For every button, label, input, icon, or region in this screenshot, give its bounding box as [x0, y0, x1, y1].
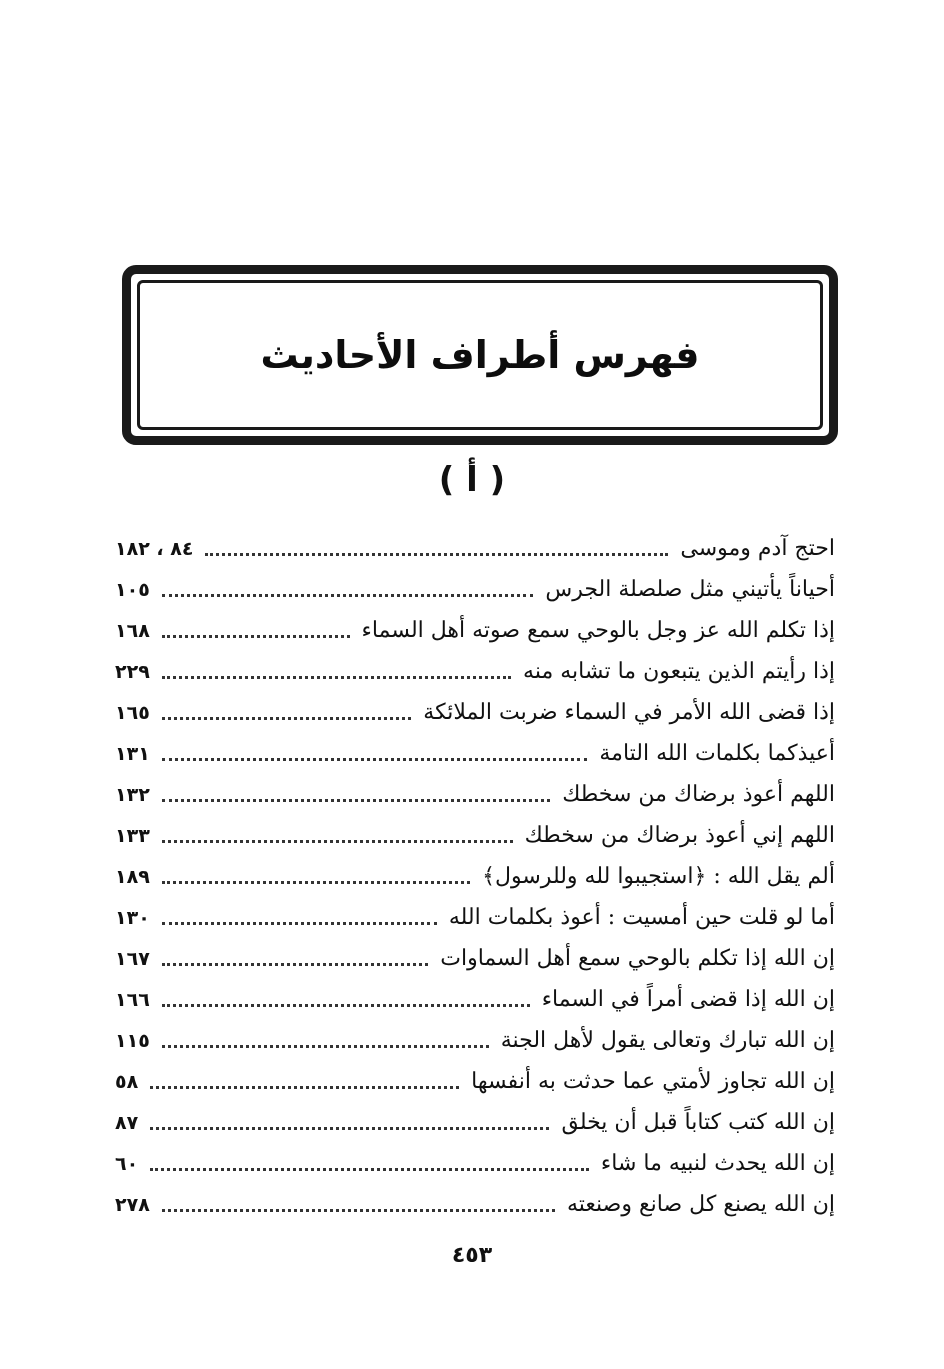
- entry-page-ref: ١٦٧: [115, 948, 150, 970]
- entry-page-ref: ١٦٨: [115, 620, 150, 642]
- entry-text: اللهم إني أعوذ برضاك من سخطك: [524, 823, 835, 848]
- leader-dots: [205, 553, 668, 556]
- entry-page-ref: ١٣٠: [115, 907, 150, 929]
- entry-page-ref: ٢٧٨: [115, 1194, 150, 1216]
- index-entry: [115, 933, 835, 974]
- index-entry: [115, 810, 835, 851]
- entry-text: أحياناً يأتيني مثل صلصلة الجرس: [545, 577, 835, 602]
- leader-dots: [162, 635, 350, 638]
- entry-page-ref: ٨٧: [115, 1112, 139, 1134]
- entry-page-ref: ١٣١: [115, 743, 150, 765]
- leader-dots: [162, 676, 511, 679]
- index-entry: [115, 1179, 835, 1220]
- leader-dots: [162, 594, 534, 597]
- section-heading-alif: ( أ ): [438, 460, 506, 500]
- entry-text: إذا رأيتم الذين يتبعون ما تشابه منه: [523, 659, 835, 684]
- entry-page-ref: ١١٥: [115, 1030, 150, 1052]
- entry-text: اللهم أعوذ برضاك من سخطك: [562, 782, 835, 807]
- entry-text: أعيذكما بكلمات الله التامة: [599, 741, 835, 766]
- entry-text: إن الله يصنع كل صانع وصنعته: [566, 1192, 835, 1217]
- leader-dots: [162, 758, 588, 761]
- entry-text: إن الله تجاوز لأمتي عما حدثت به أنفسها: [471, 1069, 835, 1094]
- entry-page-ref: ١٣٣: [115, 825, 150, 847]
- hadith-index-list: [115, 523, 835, 1220]
- entry-page-ref: ١٦٦: [115, 989, 150, 1011]
- page-title: فهرس أطراف الأحاديث: [260, 333, 700, 377]
- leader-dots: [162, 1004, 530, 1007]
- leader-dots: [162, 799, 550, 802]
- index-entry: [115, 1056, 835, 1097]
- entry-page-ref: ١٨٩: [115, 866, 150, 888]
- leader-dots: [162, 881, 470, 884]
- entry-text: أما لو قلت حين أمسيت : أعوذ بكلمات الله: [448, 905, 835, 930]
- entry-text: إن الله كتب كتاباً قبل أن يخلق: [561, 1110, 835, 1135]
- leader-dots: [162, 1045, 489, 1048]
- entry-page-ref: ٨٤ ، ١٨٢: [115, 538, 194, 560]
- entry-page-ref: ١٣٢: [115, 784, 150, 806]
- index-entry: [115, 523, 835, 564]
- entry-page-ref: ١٠٥: [115, 579, 150, 601]
- leader-dots: [150, 1127, 549, 1130]
- leader-dots: [162, 840, 513, 843]
- index-entry: [115, 728, 835, 769]
- title-frame-inner: [137, 280, 823, 430]
- leader-dots: [162, 1209, 555, 1212]
- index-entry: [115, 564, 835, 605]
- entry-page-ref: ١٦٥: [115, 702, 150, 724]
- entry-text: إن الله تبارك وتعالى يقول لأهل الجنة: [500, 1028, 835, 1053]
- index-entry: [115, 851, 835, 892]
- leader-dots: [162, 963, 428, 966]
- entry-page-ref: ٢٢٩: [115, 661, 150, 683]
- index-entry: [115, 646, 835, 687]
- index-entry: [115, 1097, 835, 1138]
- entry-text: احتج آدم وموسى: [680, 536, 835, 561]
- index-entry: [115, 769, 835, 810]
- leader-dots: [162, 717, 411, 720]
- entry-page-ref: ٦٠: [115, 1153, 139, 1175]
- entry-text: إذا قضى الله الأمر في السماء ضربت الملائكة: [423, 700, 835, 725]
- page-number: ٤٥٣: [451, 1243, 493, 1268]
- leader-dots: [162, 922, 437, 925]
- entry-text: إن الله إذا قضى أمراً في السماء: [541, 987, 835, 1012]
- leader-dots: [150, 1086, 459, 1089]
- title-frame: [122, 265, 838, 445]
- index-entry: [115, 687, 835, 728]
- entry-text: إن الله يحدث لنبيه ما شاء: [600, 1151, 835, 1176]
- index-entry: [115, 1015, 835, 1056]
- index-entry: [115, 892, 835, 933]
- leader-dots: [150, 1168, 589, 1171]
- entry-text: إن الله إذا تكلم بالوحي سمع أهل السماوات: [440, 946, 835, 971]
- entry-page-ref: ٥٨: [115, 1071, 139, 1093]
- index-entry: [115, 974, 835, 1015]
- index-entry: [115, 605, 835, 646]
- index-entry: [115, 1138, 835, 1179]
- entry-text: إذا تكلم الله عز وجل بالوحي سمع صوته أهل السماء: [361, 618, 835, 643]
- entry-text: ألم يقل الله : ﴿استجيبوا لله وللرسول﴾: [482, 864, 835, 889]
